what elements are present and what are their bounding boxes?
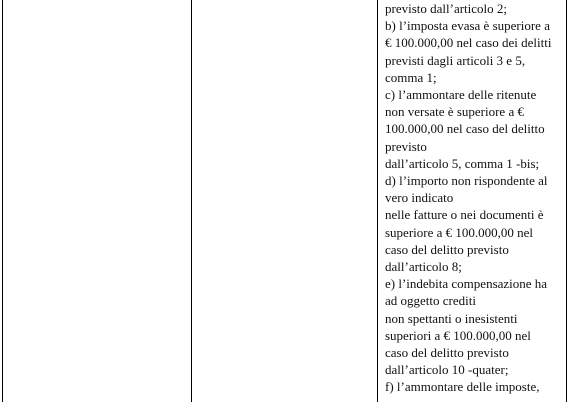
text-line: ad oggetto crediti — [385, 293, 476, 309]
text-line: e) l’indebita compensazione ha — [385, 276, 548, 292]
text-line: previsti dagli articoli 3 e 5, — [385, 52, 526, 68]
text-line: superiori a € 100.000,00 nel — [385, 327, 531, 343]
text-line: non spettanti o inesistenti — [385, 310, 518, 326]
text-line: d) l’importo non rispondente al — [385, 173, 548, 189]
text-line: caso del delitto previsto — [385, 241, 509, 257]
table-column-1 — [2, 0, 191, 402]
table-column-2 — [191, 0, 377, 402]
text-line: previsto — [385, 138, 427, 154]
article-text-cell — [385, 0, 563, 396]
text-line: f) l’ammontare delle imposte, — [385, 379, 540, 395]
text-line: dall’articolo 10 -quater; — [385, 362, 509, 378]
text-line: dall’articolo 8; — [385, 259, 462, 275]
text-line: comma 1; — [385, 69, 437, 85]
text-line: previsto dall’articolo 2; — [385, 1, 508, 16]
text-line: 100.000,00 nel caso del delitto — [385, 121, 545, 137]
text-line: € 100.000,00 nel caso dei delitti — [385, 35, 552, 51]
text-line: c) l’ammontare delle ritenute — [385, 87, 537, 103]
text-line: non versate è superiore a € — [385, 104, 524, 120]
text-line: vero indicato — [385, 190, 454, 206]
text-line: nelle fatture o nei documenti è — [385, 207, 544, 223]
text-line: b) l’imposta evasa è superiore a — [385, 18, 550, 34]
text-line: caso del delitto previsto — [385, 345, 509, 361]
text-line: dall’articolo 5, comma 1 -bis; — [385, 155, 540, 171]
text-line: superiore a € 100.000,00 nel — [385, 224, 534, 240]
